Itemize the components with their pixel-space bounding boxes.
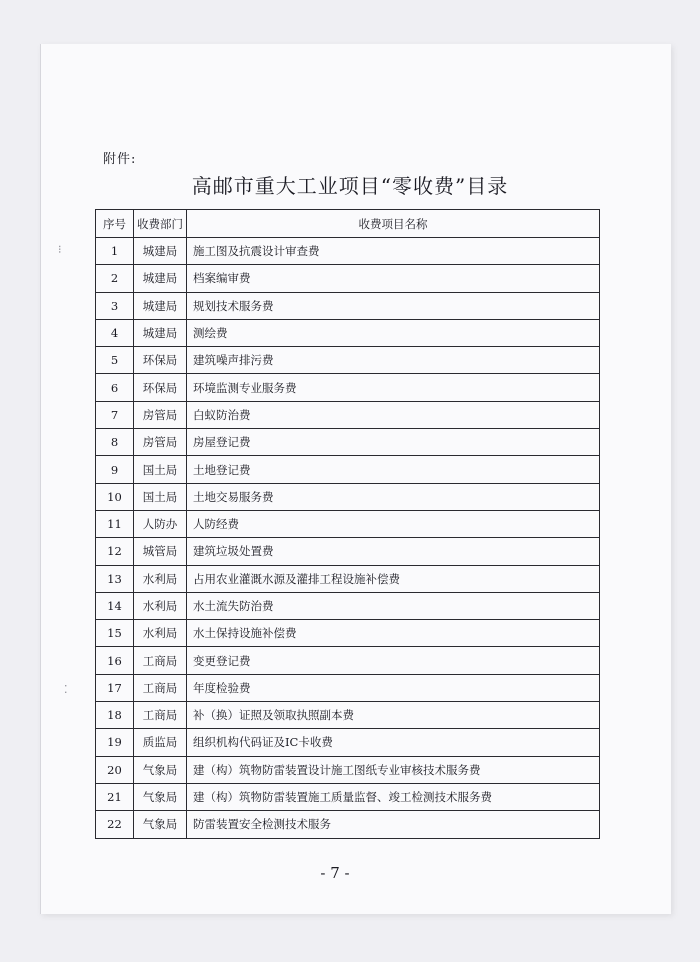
row-number: 11 <box>96 510 134 537</box>
table-row <box>96 319 600 346</box>
row-number: 16 <box>96 647 134 674</box>
row-number: 15 <box>96 620 134 647</box>
header-fee-item: 收费项目名称 <box>187 210 600 238</box>
table-row <box>96 347 600 374</box>
table-row <box>96 783 600 810</box>
row-fee-item: 补（换）证照及领取执照副本费 <box>187 702 600 729</box>
row-number: 14 <box>96 592 134 619</box>
fee-table <box>95 209 600 839</box>
row-department: 气象局 <box>134 756 187 783</box>
scan-speck: ⁚ <box>64 683 68 696</box>
row-fee-item: 建（构）筑物防雷装置施工质量监督、竣工检测技术服务费 <box>187 783 600 810</box>
row-fee-item: 水土保持设施补偿费 <box>187 620 600 647</box>
table-row <box>96 592 600 619</box>
row-number: 12 <box>96 538 134 565</box>
row-fee-item: 白蚁防治费 <box>187 401 600 428</box>
table-row <box>96 647 600 674</box>
row-fee-item: 组织机构代码证及IC卡收费 <box>187 729 600 756</box>
table-row <box>96 265 600 292</box>
row-number: 19 <box>96 729 134 756</box>
table-row <box>96 565 600 592</box>
row-fee-item: 施工图及抗震设计审查费 <box>187 238 600 265</box>
row-department: 气象局 <box>134 783 187 810</box>
row-number: 18 <box>96 702 134 729</box>
row-department: 房管局 <box>134 429 187 456</box>
table-row <box>96 538 600 565</box>
row-fee-item: 环境监测专业服务费 <box>187 374 600 401</box>
row-fee-item: 变更登记费 <box>187 647 600 674</box>
row-number: 6 <box>96 374 134 401</box>
row-department: 水利局 <box>134 620 187 647</box>
row-department: 环保局 <box>134 347 187 374</box>
row-department: 国土局 <box>134 483 187 510</box>
row-number: 9 <box>96 456 134 483</box>
row-fee-item: 建筑垃圾处置费 <box>187 538 600 565</box>
row-fee-item: 规划技术服务费 <box>187 292 600 319</box>
row-number: 13 <box>96 565 134 592</box>
row-number: 17 <box>96 674 134 701</box>
row-department: 气象局 <box>134 811 187 838</box>
row-number: 7 <box>96 401 134 428</box>
row-department: 房管局 <box>134 401 187 428</box>
row-department: 工商局 <box>134 674 187 701</box>
row-number: 2 <box>96 265 134 292</box>
row-fee-item: 人防经费 <box>187 510 600 537</box>
row-department: 城建局 <box>134 319 187 346</box>
row-department: 人防办 <box>134 510 187 537</box>
row-number: 5 <box>96 347 134 374</box>
row-department: 环保局 <box>134 374 187 401</box>
table-row <box>96 729 600 756</box>
row-fee-item: 土地交易服务费 <box>187 483 600 510</box>
row-number: 8 <box>96 429 134 456</box>
table-row <box>96 483 600 510</box>
row-fee-item: 土地登记费 <box>187 456 600 483</box>
row-department: 工商局 <box>134 647 187 674</box>
row-fee-item: 测绘费 <box>187 319 600 346</box>
row-fee-item: 占用农业灌溉水源及灌排工程设施补偿费 <box>187 565 600 592</box>
header-serial-number: 序号 <box>96 210 134 238</box>
row-department: 国土局 <box>134 456 187 483</box>
row-fee-item: 建（构）筑物防雷装置设计施工图纸专业审核技术服务费 <box>187 756 600 783</box>
table-header-row <box>96 210 600 238</box>
row-department: 城建局 <box>134 265 187 292</box>
table-row <box>96 702 600 729</box>
row-fee-item: 房屋登记费 <box>187 429 600 456</box>
row-number: 20 <box>96 756 134 783</box>
row-department: 城建局 <box>134 238 187 265</box>
table-row <box>96 292 600 319</box>
row-department: 水利局 <box>134 592 187 619</box>
table-row <box>96 811 600 838</box>
row-department: 城建局 <box>134 292 187 319</box>
row-department: 质监局 <box>134 729 187 756</box>
table-row <box>96 429 600 456</box>
row-fee-item: 水土流失防治费 <box>187 592 600 619</box>
row-department: 工商局 <box>134 702 187 729</box>
row-department: 城管局 <box>134 538 187 565</box>
page-number: - 7 - <box>320 864 350 882</box>
table-row <box>96 238 600 265</box>
row-fee-item: 防雷装置安全检测技术服务 <box>187 811 600 838</box>
row-fee-item: 建筑噪声排污费 <box>187 347 600 374</box>
header-department: 收费部门 <box>134 210 187 238</box>
row-number: 1 <box>96 238 134 265</box>
row-number: 4 <box>96 319 134 346</box>
row-number: 10 <box>96 483 134 510</box>
table-row <box>96 756 600 783</box>
scan-speck: ⁝ <box>58 243 62 256</box>
row-department: 水利局 <box>134 565 187 592</box>
table-row <box>96 620 600 647</box>
table-row <box>96 674 600 701</box>
row-fee-item: 档案编审费 <box>187 265 600 292</box>
table-row <box>96 401 600 428</box>
table-row <box>96 374 600 401</box>
document-title: 高邮市重大工业项目“零收费”目录 <box>191 174 509 198</box>
table-body <box>96 238 600 839</box>
row-number: 3 <box>96 292 134 319</box>
attachment-label: 附件: <box>103 152 137 167</box>
row-number: 21 <box>96 783 134 810</box>
table-row <box>96 510 600 537</box>
table-row <box>96 456 600 483</box>
row-fee-item: 年度检验费 <box>187 674 600 701</box>
row-number: 22 <box>96 811 134 838</box>
